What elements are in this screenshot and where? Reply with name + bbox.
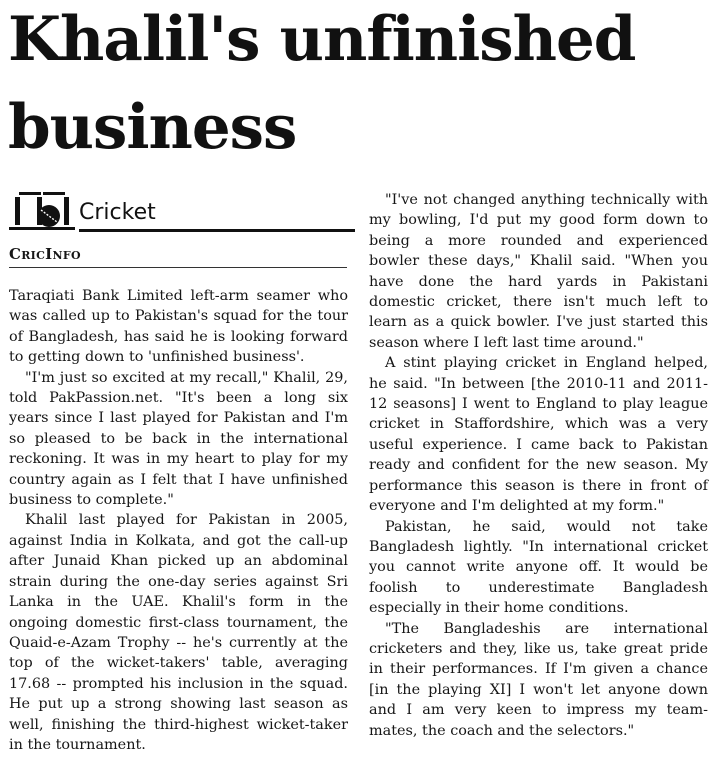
byline: CricInfo	[9, 245, 81, 263]
headline: Khalil's unfinished business	[8, 4, 636, 163]
cricket-stumps-ball-icon	[9, 189, 77, 233]
right-column	[369, 190, 708, 741]
paragraph: Khalil last played for Pakistan in 2005, against India in Kolkata, and got the call-up after Junaid Khan picked up an abdominal strain during the one-day series against Sri Lanka in the UAE. Khalil's form in the ongoing domestic first-class tournament, the Quaid-e-Azam Trophy -- he's currently at the top of the wicket-takers' table, averaging 17.68 -- prompted his inclusion in the squad. He put up a strong showing last season as well, finishing the third-highest wicket-taker in the tournament.	[9, 512, 348, 753]
section-rule	[79, 229, 355, 232]
byline-divider	[9, 267, 347, 268]
paragraph: "I'm just so excited at my recall," Khalil, 29, told PakPassion.net. "It's been a long six years since I last played for Pakistan and I'm so pleased to be back in the international reckoning. It was in my heart to play for my country again as I felt that I have unfinished business to complete."	[9, 369, 348, 509]
paragraph: A stint playing cricket in England helped, he said. "In between [the 2010-11 and 2011-12 seasons] I went to England to play league cricket in Staffordshire, which was a very useful experience. I came back to Pakistan ready and confident for the new season. My performance this season is there in front of everyone and I'm delighted at my form."	[369, 355, 708, 515]
section-tag	[9, 189, 349, 233]
section-label: Cricket	[79, 200, 156, 225]
paragraph: "I've not changed anything technically with my bowling, I'd put my good form down to being a more rounded and experienced bowler these days," Khalil said. "When you have done the hard yards in Pakistani domestic cricket, there isn't much left to learn as a quick bowler. I've just started this season where I left last time around."	[369, 192, 708, 351]
paragraph: "The Bangladeshis are international cricketers and they, like us, take great pride in their performances. If I'm given a chance [in the playing XI] I won't let anyone down and I am very keen to impress my team-mates, the coach and the selectors."	[369, 620, 708, 739]
paragraph: Pakistan, he said, would not take Bangladesh lightly. "In international cricket you cannot write anyone off. It would be foolish to underestimate Bangladesh especially in their home conditions.	[369, 518, 708, 617]
paragraph: Taraqiati Bank Limited left-arm seamer who was called up to Pakistan's squad for the tour of Bangladesh, has said he is looking forward to getting down to 'unfinished business'.	[9, 288, 348, 366]
left-column	[9, 286, 348, 755]
